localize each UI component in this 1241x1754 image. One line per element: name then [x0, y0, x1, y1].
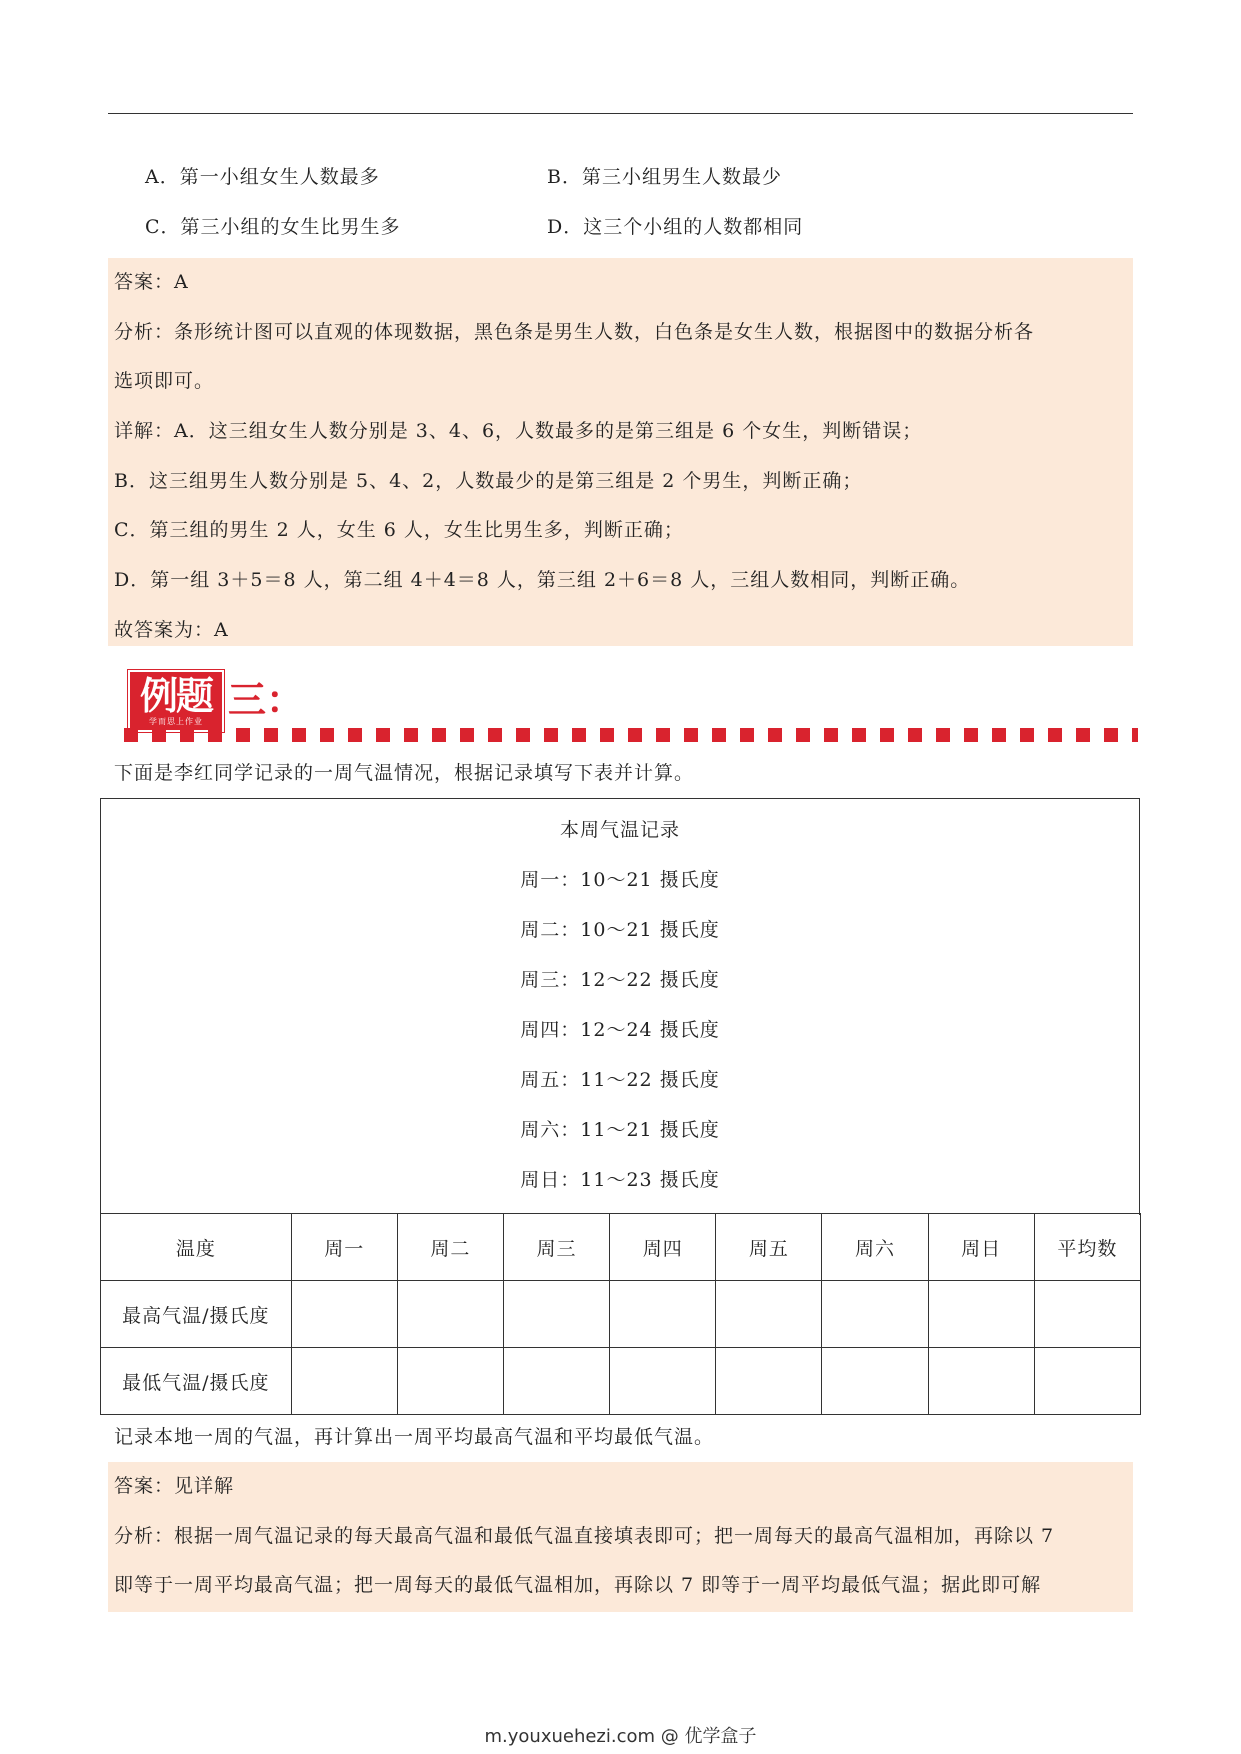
blank-cell: [822, 1348, 928, 1415]
table-header-cell: 周一: [291, 1214, 397, 1281]
record-line: 周二：10～21 摄氏度: [520, 919, 720, 941]
example-heading: [108, 668, 1138, 746]
table-header-cell: 周五: [716, 1214, 822, 1281]
record-line: 周一：10～21 摄氏度: [520, 869, 720, 891]
dashed-divider: [124, 728, 1138, 742]
record-line: 周日：11～23 摄氏度: [520, 1169, 720, 1191]
blank-cell: [503, 1348, 609, 1415]
option-a: A．第一小组女生人数最多: [145, 165, 380, 188]
table-header-cell: 周二: [397, 1214, 503, 1281]
table-header-cell: 温度: [101, 1214, 292, 1281]
blank-cell: [397, 1281, 503, 1348]
answer-line: 答案：A: [114, 271, 189, 293]
blank-cell: [1034, 1348, 1140, 1415]
record-line: 周六：11～21 摄氏度: [520, 1119, 720, 1141]
blank-cell: [716, 1348, 822, 1415]
blank-cell: [291, 1348, 397, 1415]
answer-line: 答案：见详解: [114, 1475, 235, 1497]
blank-cell: [928, 1348, 1034, 1415]
table-header-row: [101, 1214, 1141, 1281]
choice-options: [145, 150, 1105, 250]
row-label-min: 最低气温/摄氏度: [101, 1348, 292, 1415]
blank-cell: [503, 1281, 609, 1348]
example-badge-text: 例题: [139, 674, 212, 718]
blank-cell: [1034, 1281, 1140, 1348]
blank-cell: [716, 1281, 822, 1348]
record-line: 周三：12～22 摄氏度: [520, 969, 720, 991]
analysis-line: 选项即可。: [114, 370, 215, 393]
temperature-table: [100, 1213, 1141, 1415]
table-header-cell: 周四: [610, 1214, 716, 1281]
table-row: [101, 1281, 1141, 1348]
blank-cell: [610, 1281, 716, 1348]
detail-line: B．这三组男生人数分别是 5、4、2，人数最少的是第三组是 2 个男生，判断正确；: [114, 469, 863, 492]
blank-cell: [291, 1281, 397, 1348]
conclusion-line: 故答案为：A: [114, 618, 229, 641]
blank-cell: [928, 1281, 1034, 1348]
blank-cell: [822, 1281, 928, 1348]
options-row-1: [145, 150, 1105, 200]
example-badge-subtext: 学而思上作业: [149, 717, 203, 726]
table-header-cell: 周日: [928, 1214, 1034, 1281]
example-badge: [128, 670, 224, 732]
question-intro: 下面是李红同学记录的一周气温情况，根据记录填写下表并计算。: [114, 762, 695, 784]
analysis-line: 即等于一周平均最高气温；把一周每天的最低气温相加，再除以 7 即等于一周平均最低气温；据此即可解: [114, 1574, 1042, 1597]
detail-line: 详解：A．这三组女生人数分别是 3、4、6，人数最多的是第三组是 6 个女生，判断错误；: [114, 420, 923, 443]
answer-box-1: [108, 258, 1133, 646]
analysis-line: 分析：根据一周气温记录的每天最高气温和最低气温直接填表即可；把一周每天的最高气温相加，再除以 7: [114, 1524, 1055, 1547]
table-row: [101, 1348, 1141, 1415]
analysis-line: 分析：条形统计图可以直观的体现数据，黑色条是男生人数，白色条是女生人数，根据图中的数据分析各: [114, 320, 1035, 343]
detail-line: C．第三组的男生 2 人，女生 6 人，女生比男生多，判断正确；: [114, 519, 684, 542]
header-rule: [108, 113, 1133, 114]
table-header-cell: 平均数: [1034, 1214, 1140, 1281]
task-text: 记录本地一周的气温，再计算出一周平均最高气温和平均最低气温。: [114, 1426, 715, 1448]
option-b: B．第三小组男生人数最少: [547, 165, 782, 188]
record-line: 周四：12～24 摄氏度: [520, 1019, 720, 1041]
option-c: C．第三小组的女生比男生多: [145, 215, 401, 238]
temperature-record-box: [100, 798, 1140, 1215]
blank-cell: [397, 1348, 503, 1415]
record-line: 周五：11～22 摄氏度: [520, 1069, 720, 1091]
table-header-cell: 周三: [503, 1214, 609, 1281]
option-d: D．这三个小组的人数都相同: [547, 215, 804, 238]
record-title: 本周气温记录: [559, 819, 680, 841]
options-row-2: [145, 200, 1105, 250]
blank-cell: [610, 1348, 716, 1415]
answer-box-2: [108, 1462, 1133, 1612]
detail-line: D．第一组 3＋5＝8 人，第二组 4＋4＝8 人，第三组 2＋6＝8 人，三组人数相同，判断正确。: [114, 569, 971, 592]
row-label-max: 最高气温/摄氏度: [101, 1281, 292, 1348]
footer-watermark: m.youxuehezi.com @ 优学盒子: [484, 1726, 757, 1747]
table-header-cell: 周六: [822, 1214, 928, 1281]
example-number: 三：: [228, 678, 305, 722]
